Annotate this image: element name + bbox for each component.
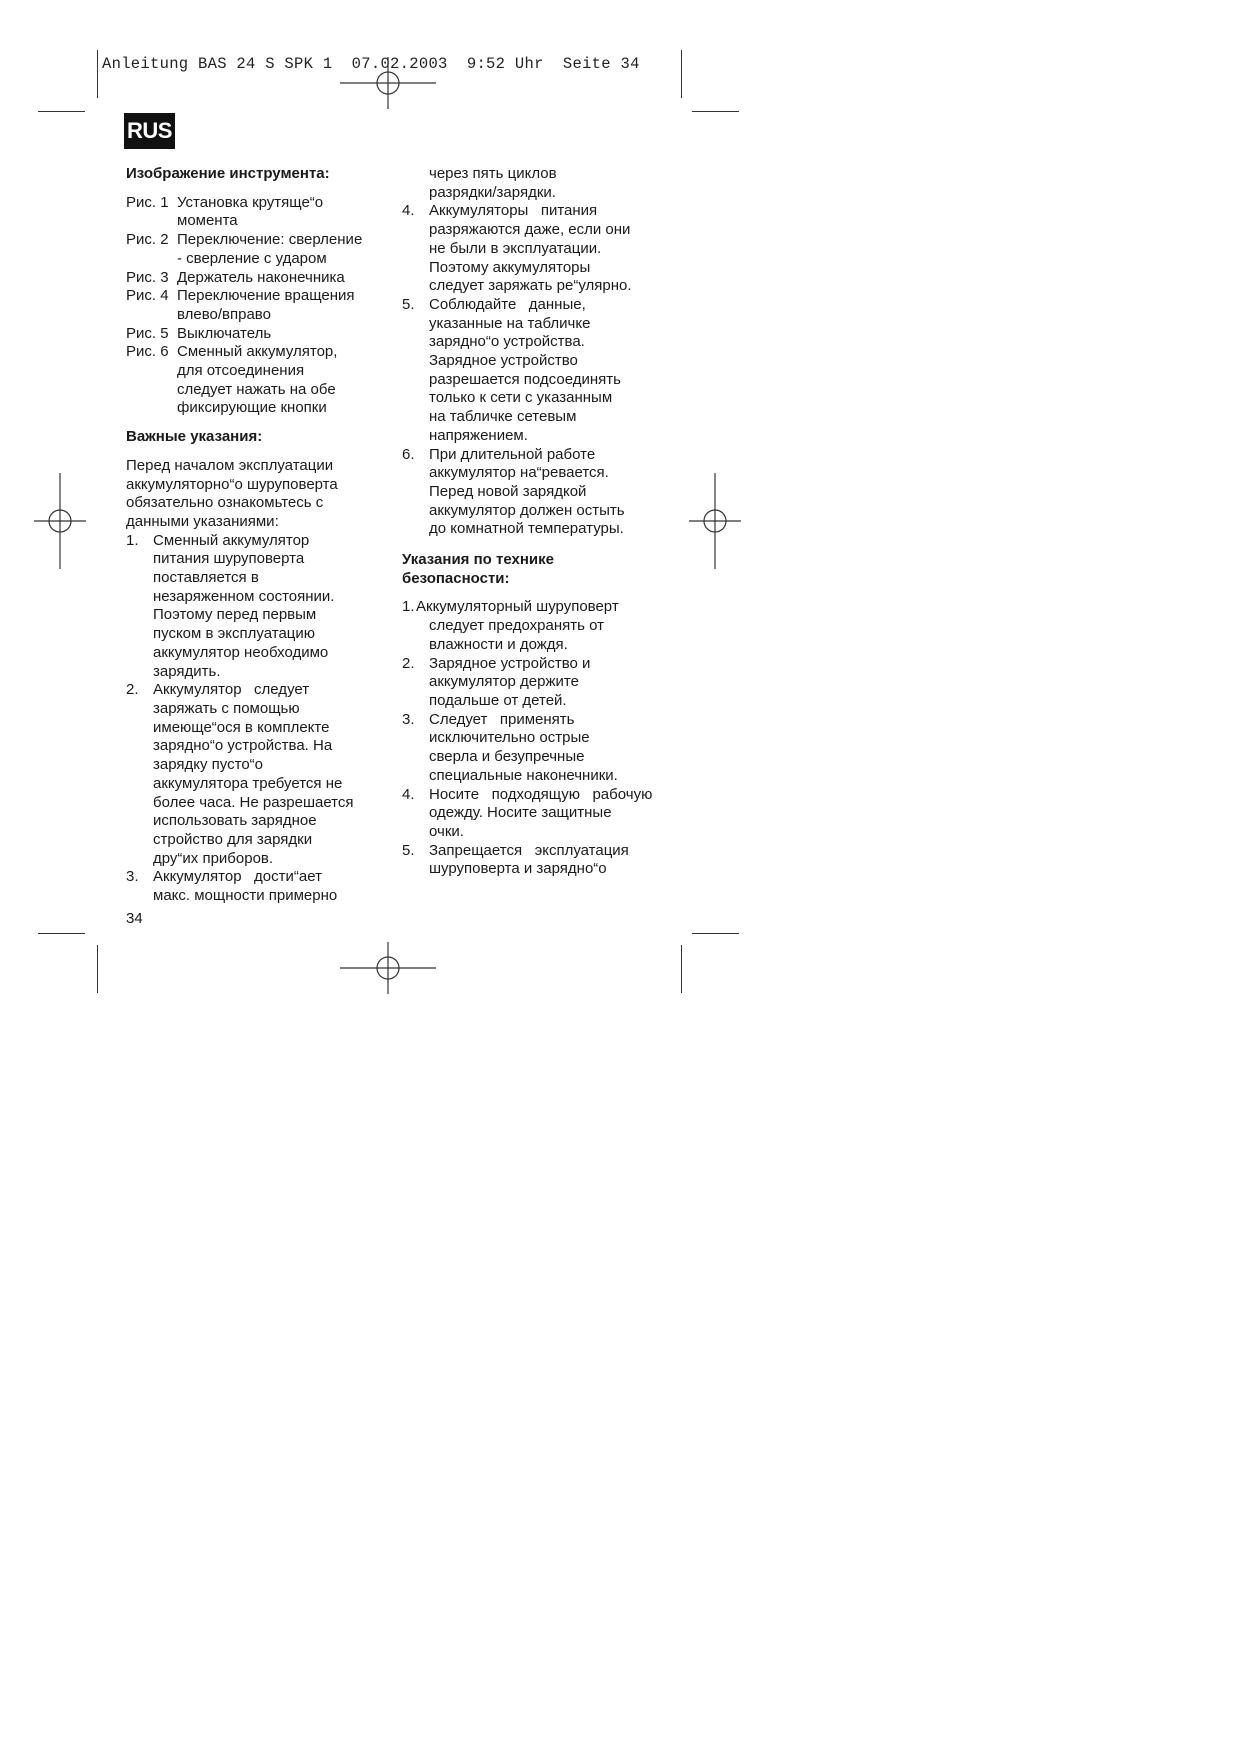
crop-mark xyxy=(38,933,85,934)
item-text: заряжать с помощью xyxy=(153,699,300,717)
item-text: разряжаются даже, если они xyxy=(429,221,631,239)
item-text: указанные на табличке xyxy=(429,314,591,332)
item-text: имеюще“ося в комплекте xyxy=(153,718,330,736)
item-text: разрешается подсоединять xyxy=(429,370,621,388)
item-text: очки. xyxy=(429,822,464,840)
figure-text: Переключение вращения xyxy=(177,287,355,305)
language-badge: RUS xyxy=(124,113,175,149)
crop-mark xyxy=(692,933,739,934)
figure-label: Рис. 3 xyxy=(126,268,169,286)
page-number: 34 xyxy=(126,910,143,927)
left-column xyxy=(126,165,388,906)
item-text: более часа. Не разрешается xyxy=(153,793,354,811)
item-number: 2. xyxy=(126,681,139,699)
heading-line: безопасности: xyxy=(402,569,510,587)
section-heading: Важные указания: xyxy=(126,428,263,446)
item-text: зарядить. xyxy=(153,662,221,680)
list-item xyxy=(402,598,677,654)
list-item xyxy=(402,842,677,879)
item-number: 6. xyxy=(402,445,415,463)
figure-label: Рис. 5 xyxy=(126,324,169,342)
item-text: специальные наконечники. xyxy=(429,766,618,784)
item-text: поставляется в xyxy=(153,569,259,587)
figure-entry xyxy=(126,231,388,268)
figure-entry xyxy=(126,287,388,324)
item-text: Аккумулятор дости“ает xyxy=(153,868,322,886)
item-text: Перед новой зарядкой xyxy=(429,482,587,500)
figure-entry xyxy=(126,343,388,418)
item-text: следует предохранять от xyxy=(429,617,604,635)
list-item xyxy=(402,202,677,296)
item-number: 4. xyxy=(402,202,415,220)
paragraph-line: обязательно ознакомьтесь с xyxy=(126,494,324,512)
item-text: зарядку пусто“о xyxy=(153,756,264,774)
item-number: 1. xyxy=(402,598,415,616)
item-text: аккумулятор необходимо xyxy=(153,643,329,661)
item-number: 4. xyxy=(402,785,415,803)
item-text: питания шуруповерта xyxy=(153,550,305,568)
figure-text: фиксирующие кнопки xyxy=(177,399,327,417)
item-text: сверла и безупречные xyxy=(429,748,585,766)
figure-label: Рис. 6 xyxy=(126,343,169,361)
registration-mark-icon xyxy=(340,35,436,131)
right-column xyxy=(402,165,677,879)
item-text: шуруповерта и зарядно“о xyxy=(429,860,607,878)
item-text: только к сети с указанным xyxy=(429,389,613,407)
list-item xyxy=(402,296,677,446)
item-text: макс. мощности примерно xyxy=(153,887,338,905)
item-text: подальше от детей. xyxy=(429,691,567,709)
registration-mark-icon xyxy=(12,473,108,569)
item-text: Зарядное устройство и xyxy=(429,654,591,672)
item-text: напряжением. xyxy=(429,426,528,444)
print-header: Anleitung BAS 24 S SPK 1 07.02.2003 9:52 Uhr Seite 34 xyxy=(102,55,640,73)
item-number: 1. xyxy=(126,531,139,549)
item-text: пуском в эксплуатацию xyxy=(153,625,316,643)
item-text: исключительно острые xyxy=(429,729,590,747)
figure-text: момента xyxy=(177,212,238,230)
item-text: незаряженном состоянии. xyxy=(153,587,335,605)
crop-mark xyxy=(692,111,739,112)
registration-mark-icon xyxy=(340,920,436,1016)
crop-mark xyxy=(97,945,98,993)
figure-text: следует нажать на обе xyxy=(177,380,336,398)
list-item xyxy=(126,681,388,868)
crop-mark xyxy=(38,111,85,112)
heading-line: Указания по технике xyxy=(402,551,554,569)
figure-text: для отсоединения xyxy=(177,362,305,380)
item-text: аккумулятор на“ревается. xyxy=(429,464,609,482)
item-text: аккумулятор держите xyxy=(429,673,579,691)
item-text: Зарядное устройство xyxy=(429,352,578,370)
paragraph-line: Перед началом эксплуатации xyxy=(126,456,334,474)
item-text: разрядки/зарядки. xyxy=(429,183,556,201)
figure-text: Держатель наконечника xyxy=(177,268,345,286)
list-item xyxy=(126,868,388,905)
item-text: следует заряжать ре“улярно. xyxy=(429,277,632,295)
figure-text: Переключение: сверление xyxy=(177,231,363,249)
figure-label: Рис. 1 xyxy=(126,193,169,211)
crop-mark xyxy=(681,945,682,993)
paragraph-line: аккумуляторно“о шуруповерта xyxy=(126,475,338,493)
item-text: аккумулятора требуется не xyxy=(153,774,343,792)
figure-entry xyxy=(126,325,388,344)
crop-mark xyxy=(97,50,98,98)
figure-text: - сверление с ударом xyxy=(177,249,327,267)
intro-paragraph xyxy=(126,457,388,532)
paragraph-line: данными указаниями: xyxy=(126,512,279,530)
item-text: Поэтому перед первым xyxy=(153,606,317,624)
item-text: Аккумулятор следует xyxy=(153,681,310,699)
list-item xyxy=(126,532,388,682)
section-heading: Изображение инструмента: xyxy=(126,165,330,182)
figure-label: Рис. 2 xyxy=(126,231,169,249)
item-text: Следует применять xyxy=(429,710,575,728)
item-text: Поэтому аккумуляторы xyxy=(429,258,591,276)
item-text: Аккумуляторы питания xyxy=(429,202,598,220)
item-text: При длительной работе xyxy=(429,445,596,463)
item-number: 3. xyxy=(126,868,139,886)
list-item-continuation xyxy=(402,165,677,202)
item-text: дру“их приборов. xyxy=(153,849,274,867)
item-text: на табличке сетевым xyxy=(429,408,577,426)
list-item xyxy=(402,786,677,842)
figure-entry xyxy=(126,269,388,288)
figure-text: Выключатель xyxy=(177,324,272,342)
item-text: зарядно“о устройства. xyxy=(429,333,585,351)
item-text: через пять циклов xyxy=(429,165,557,182)
figure-entry xyxy=(126,194,388,231)
crop-mark xyxy=(681,50,682,98)
item-text: зарядно“о устройства. На xyxy=(153,737,333,755)
item-text: до комнатной температуры. xyxy=(429,520,624,538)
item-text: стройство для зарядки xyxy=(153,830,313,848)
item-text: Сменный аккумулятор xyxy=(153,531,310,549)
figure-text: влево/вправо xyxy=(177,305,271,323)
figure-text: Сменный аккумулятор, xyxy=(177,343,338,361)
item-number: 2. xyxy=(402,654,415,672)
figure-label: Рис. 4 xyxy=(126,287,169,305)
item-text: Носите подходящую рабочую xyxy=(429,785,653,803)
item-text: аккумулятор должен остыть xyxy=(429,501,625,519)
list-item xyxy=(402,711,677,786)
registration-mark-icon xyxy=(667,473,763,569)
item-number: 3. xyxy=(402,710,415,728)
section-heading xyxy=(402,551,677,588)
item-text: Запрещается эксплуатация xyxy=(429,841,629,859)
figure-text: Установка крутяще“о xyxy=(177,193,324,211)
item-number: 5. xyxy=(402,295,415,313)
item-text: не были в эксплуатации. xyxy=(429,239,602,257)
item-number: 5. xyxy=(402,841,415,859)
list-item xyxy=(402,655,677,711)
item-text: одежду. Носите защитные xyxy=(429,804,612,822)
item-text: Соблюдайте данные, xyxy=(429,295,586,313)
item-text: влажности и дождя. xyxy=(429,635,568,653)
list-item xyxy=(402,446,677,540)
item-text: использовать зарядное xyxy=(153,812,317,830)
item-text: Аккумуляторный шуруповерт xyxy=(416,598,619,616)
